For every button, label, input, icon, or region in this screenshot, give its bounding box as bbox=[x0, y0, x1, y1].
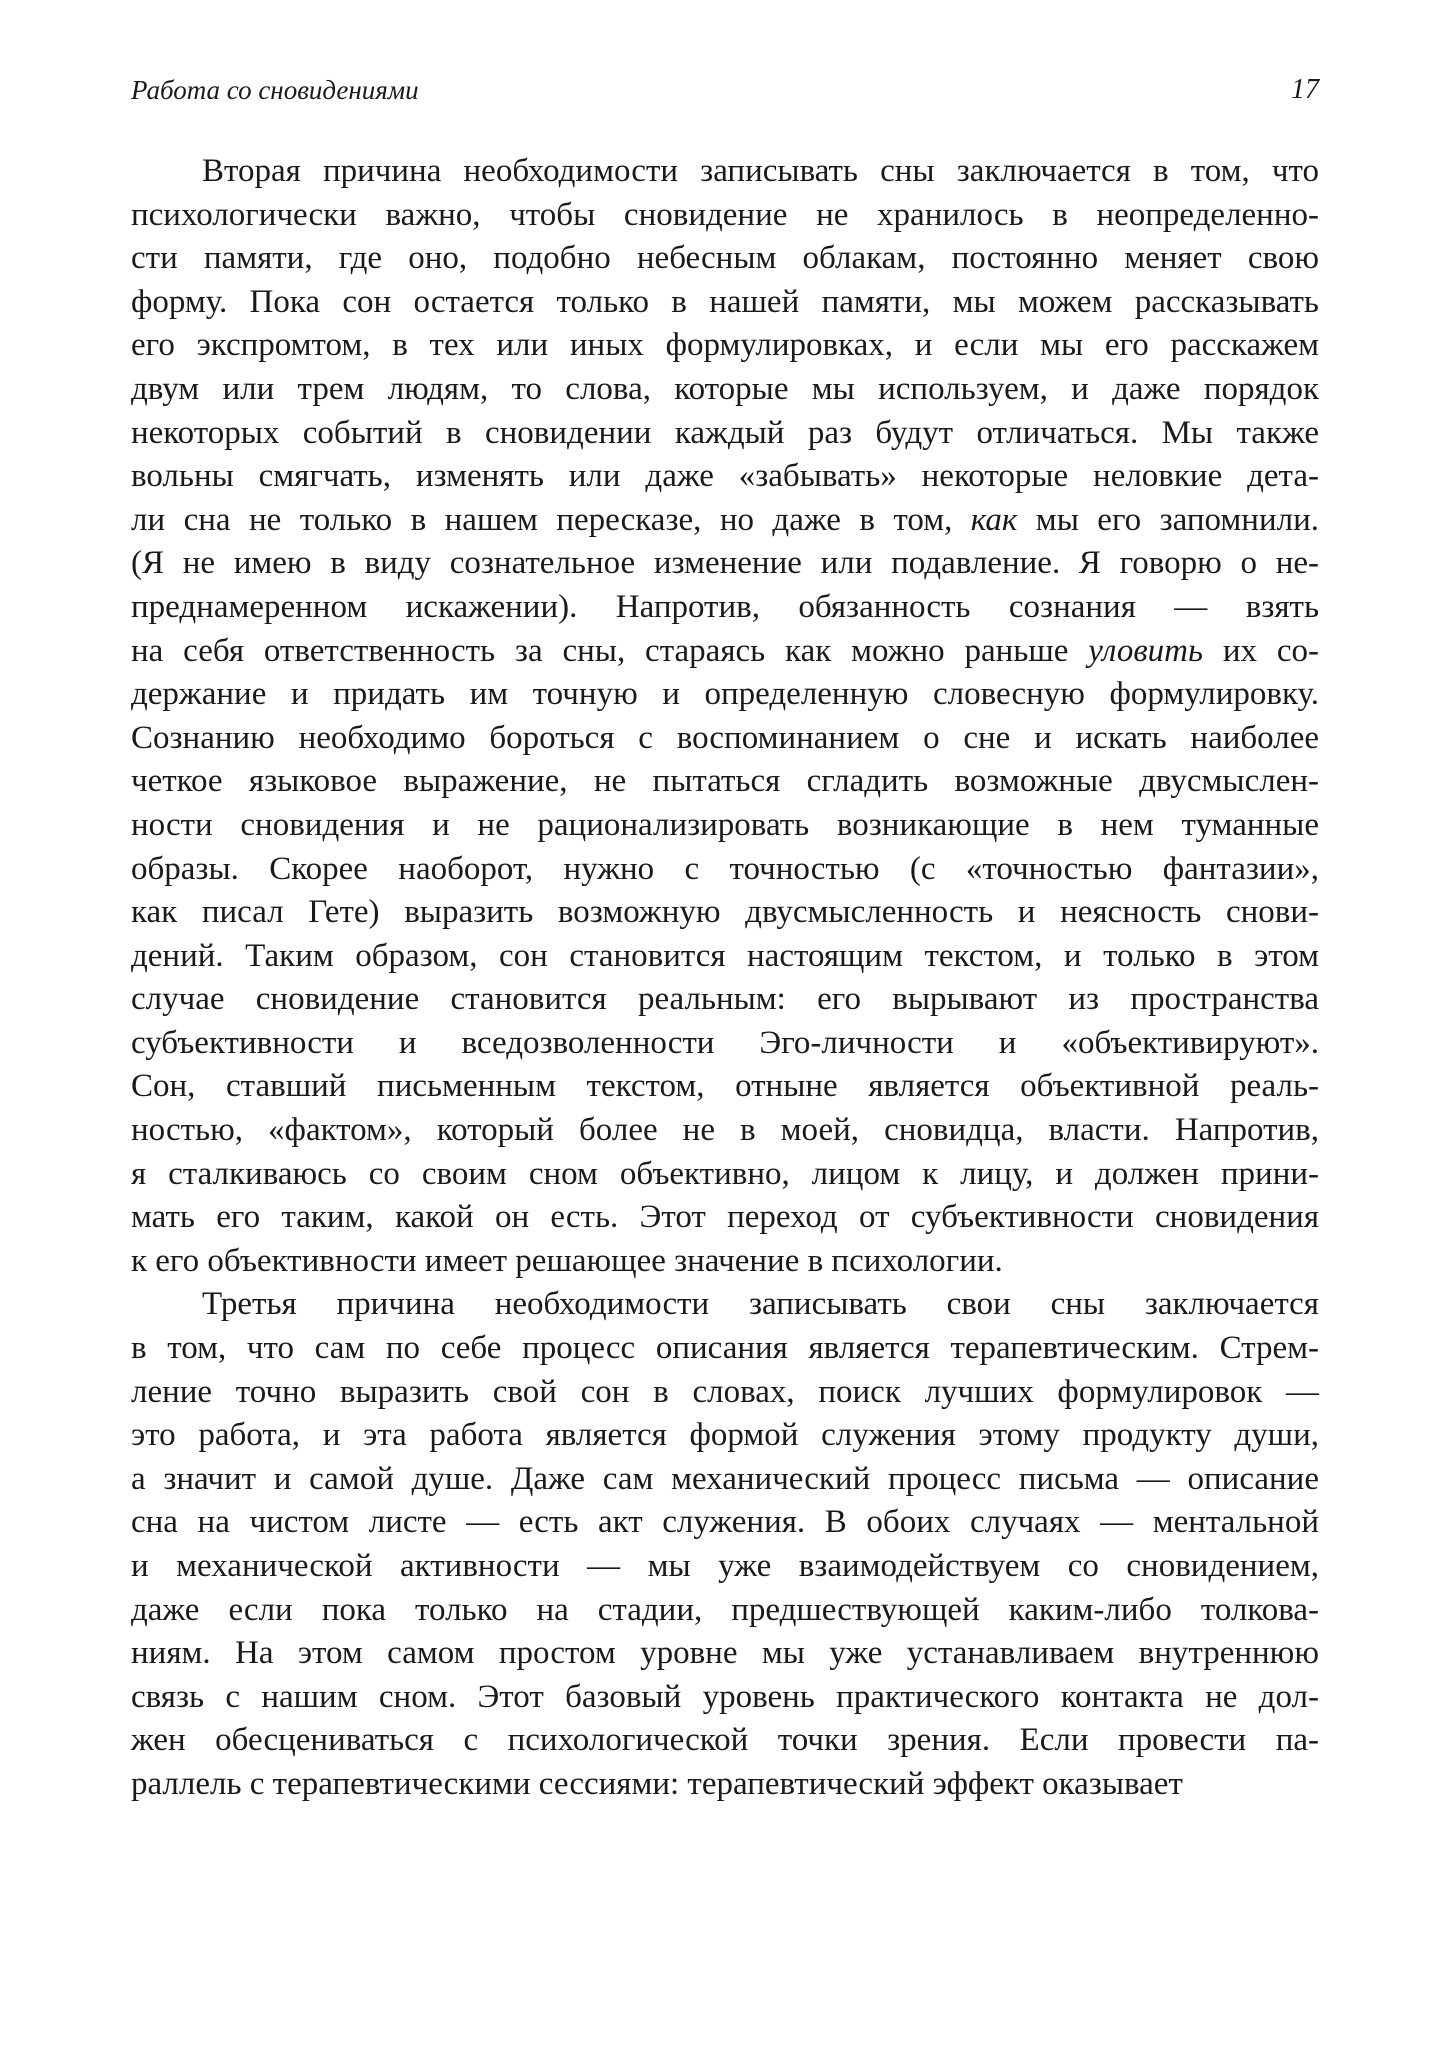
text-segment: дений. Таким образом, сон становится настоящим текстом, и только в этом bbox=[131, 937, 1319, 974]
text-line bbox=[131, 1022, 1319, 1066]
text-segment: Третья причина необходимости записывать свои сны заключается bbox=[202, 1286, 1319, 1323]
emphasized-word: уловить bbox=[1088, 632, 1203, 669]
text-segment: и механической активности — мы уже взаимодействуем со сновидением, bbox=[131, 1548, 1319, 1584]
text-line bbox=[131, 717, 1319, 761]
running-head bbox=[131, 70, 1319, 110]
text-line bbox=[131, 978, 1319, 1022]
text-segment: Сознанию необходимо бороться с воспоминанием о сне и искать наиболее bbox=[131, 719, 1319, 756]
text-line bbox=[131, 1065, 1319, 1109]
paragraph bbox=[131, 1283, 1319, 1806]
text-segment: связь с нашим сном. Этот базовый уровень практического контакта не дол- bbox=[131, 1678, 1319, 1715]
text-line bbox=[131, 848, 1319, 892]
text-line bbox=[131, 542, 1319, 586]
text-line bbox=[131, 237, 1319, 281]
text-segment: ниям. На этом самом простом уровне мы уже устанавливаем внутреннюю bbox=[131, 1635, 1319, 1672]
text-segment: вольны смягчать, изменять или даже «забывать» некоторые неловкие дета- bbox=[131, 458, 1319, 495]
text-line bbox=[131, 455, 1319, 499]
text-segment: ностью, «фактом», который более не в моей, сновидца, власти. Напротив, bbox=[131, 1112, 1319, 1149]
text-segment: это работа, и эта работа является формой служения этому продукту души, bbox=[131, 1417, 1319, 1454]
text-segment: образы. Скорее наоборот, нужно с точностью (с «точностью фантазии», bbox=[131, 850, 1319, 887]
text-line bbox=[131, 368, 1319, 412]
text-line bbox=[131, 324, 1319, 368]
text-line bbox=[131, 1109, 1319, 1153]
text-segment: к его объективности имеет решающее значение в психологии. bbox=[131, 1242, 1003, 1279]
text-segment: случае сновидение становится реальным: его вырывают из пространства bbox=[131, 981, 1319, 1018]
text-line bbox=[131, 1196, 1319, 1240]
text-line bbox=[131, 1501, 1319, 1545]
text-segment: держание и придать им точную и определенную словесную формулировку. bbox=[131, 676, 1319, 713]
text-line bbox=[131, 412, 1319, 456]
text-line bbox=[131, 1458, 1319, 1502]
text-segment: психологически важно, чтобы сновидение не хранилось в неопределенно- bbox=[131, 196, 1319, 233]
text-line bbox=[131, 194, 1319, 238]
text-line bbox=[131, 1545, 1319, 1589]
text-line bbox=[131, 1371, 1319, 1415]
text-segment: в том, что сам по себе процесс описания является терапевтическим. Стрем- bbox=[131, 1330, 1319, 1367]
text-segment: на себя ответственность за сны, стараясь как можно раньше bbox=[131, 632, 1089, 669]
text-line bbox=[131, 630, 1319, 674]
text-segment: ности сновидения и не рационализировать возникающие в нем туманные bbox=[131, 806, 1319, 843]
text-line bbox=[131, 804, 1319, 848]
text-line bbox=[131, 935, 1319, 979]
text-segment: как писал Гете) выразить возможную двусмысленность и неясность снови- bbox=[131, 894, 1319, 931]
text-segment: его экспромтом, в тех или иных формулировках, и если мы его расскажем bbox=[131, 327, 1319, 364]
text-segment: четкое языковое выражение, не пытаться сгладить возможные двусмыслен- bbox=[131, 763, 1319, 800]
text-line bbox=[131, 1632, 1319, 1676]
text-line bbox=[131, 1240, 1319, 1284]
text-segment: жен обесцениваться с психологической точки зрения. Если провести па- bbox=[131, 1722, 1319, 1759]
text-segment: даже если пока только на стадии, предшествующей каким-либо толкова- bbox=[131, 1591, 1319, 1628]
text-line bbox=[131, 760, 1319, 804]
text-line bbox=[131, 1327, 1319, 1371]
text-line bbox=[131, 891, 1319, 935]
text-segment: (Я не имею в виду сознательное изменение или подавление. Я говорю о не- bbox=[131, 545, 1319, 582]
text-segment: Сон, ставший письменным текстом, отныне является объективной реаль- bbox=[131, 1068, 1319, 1105]
text-segment: их со- bbox=[1203, 632, 1320, 669]
body-text bbox=[131, 150, 1319, 1807]
text-segment: двум или трем людям, то слова, которые мы используем, и даже порядок bbox=[131, 370, 1319, 407]
text-line bbox=[131, 1763, 1319, 1807]
text-line bbox=[131, 150, 1319, 194]
text-line bbox=[131, 586, 1319, 630]
text-segment: сна на чистом листе — есть акт служения. В обоих случаях — ментальной bbox=[131, 1504, 1319, 1541]
text-segment: субъективности и вседозволенности Эго-личности и «объективируют». bbox=[131, 1024, 1319, 1061]
text-line bbox=[131, 1719, 1319, 1763]
text-line bbox=[131, 1676, 1319, 1720]
text-line bbox=[131, 1153, 1319, 1197]
text-line bbox=[131, 1414, 1319, 1458]
text-segment: я сталкиваюсь со своим сном объективно, лицом к лицу, и должен прини- bbox=[131, 1155, 1319, 1192]
text-segment: раллель с терапевтическими сессиями: терапевтический эффект оказывает bbox=[131, 1765, 1183, 1802]
text-line bbox=[131, 1283, 1319, 1327]
text-line bbox=[131, 499, 1319, 543]
text-line bbox=[131, 1589, 1319, 1633]
text-line bbox=[131, 673, 1319, 717]
text-segment: а значит и самой душе. Даже сам механический процесс письма — описание bbox=[131, 1460, 1319, 1497]
paragraph bbox=[131, 150, 1319, 1283]
text-segment: некоторых событий в сновидении каждый раз будут отличаться. Мы также bbox=[131, 414, 1319, 451]
text-segment: преднамеренном искажении). Напротив, обязанность сознания — взять bbox=[131, 588, 1319, 625]
text-segment: форму. Пока сон остается только в нашей памяти, мы можем рассказывать bbox=[131, 283, 1319, 320]
running-title: Работа со сновидениями bbox=[131, 75, 419, 105]
text-segment: ли сна не только в нашем пересказе, но даже в том, bbox=[131, 501, 971, 538]
text-segment: ление точно выразить свой сон в словах, поиск лучших формулировок — bbox=[131, 1373, 1319, 1410]
text-line bbox=[131, 281, 1319, 325]
text-segment: мать его таким, какой он есть. Этот переход от субъективности сновидения bbox=[131, 1199, 1319, 1236]
text-segment: сти памяти, где оно, подобно небесным облакам, постоянно меняет свою bbox=[131, 240, 1319, 277]
text-segment: Вторая причина необходимости записывать сны заключается в том, что bbox=[202, 153, 1319, 189]
page-number: 17 bbox=[1291, 74, 1319, 105]
emphasized-word: как bbox=[970, 501, 1018, 538]
text-segment: мы его запомнили. bbox=[1017, 501, 1319, 538]
